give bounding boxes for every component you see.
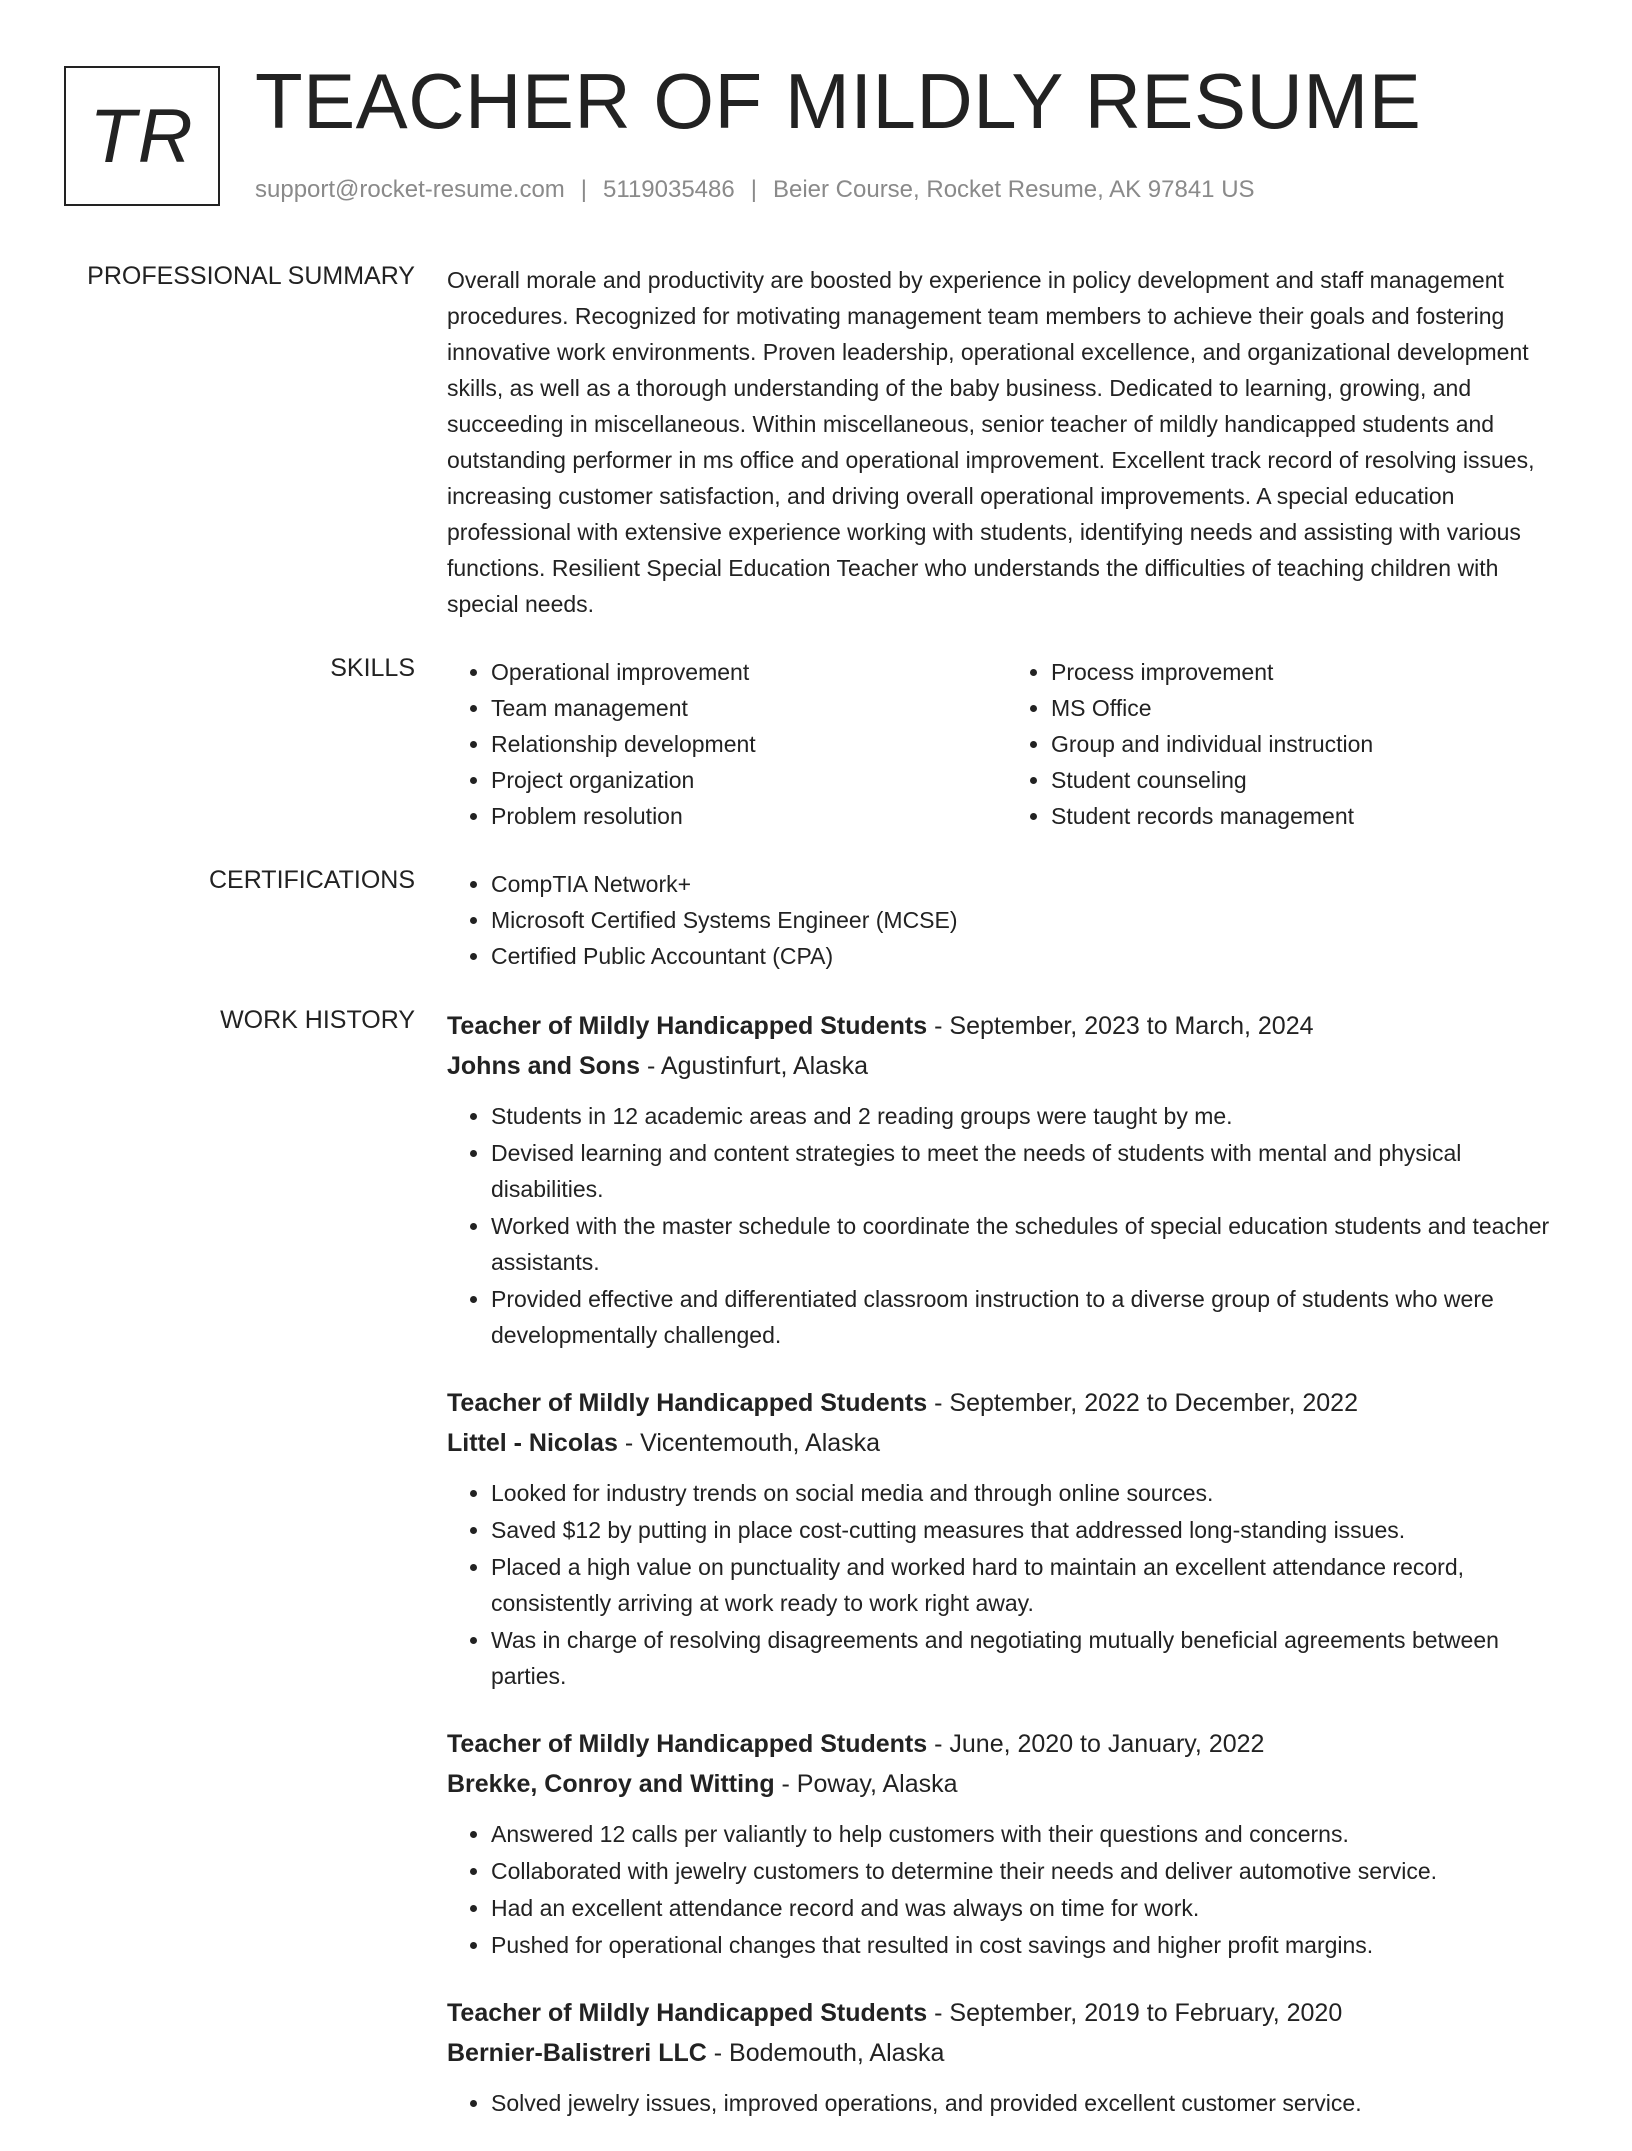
certifications-list bbox=[447, 866, 1567, 974]
job-bullet: • Devised learning and content strategies to meet the needs of students with mental and physical disabilities. bbox=[491, 1135, 1567, 1207]
job-bullet: • Collaborated with jewelry customers to determine their needs and deliver automotive service. bbox=[491, 1853, 1567, 1889]
job-company-line bbox=[447, 1423, 1567, 1463]
job-dates: - September, 2023 to March, 2024 bbox=[927, 1012, 1314, 1040]
job-company: Bernier-Balistreri LLC bbox=[447, 2039, 707, 2067]
certification-item: • CompTIA Network+ bbox=[491, 866, 1567, 902]
job-heading bbox=[447, 1006, 1567, 1046]
skill-item: • Team management bbox=[491, 690, 1007, 726]
job-company: Brekke, Conroy and Witting bbox=[447, 1770, 775, 1798]
contact-separator: | bbox=[580, 176, 588, 203]
work-history-body bbox=[447, 1006, 1567, 2151]
job-dates: - September, 2019 to February, 2020 bbox=[927, 1999, 1343, 2027]
job-bullets bbox=[447, 1475, 1567, 1694]
contact-phone: 5119035486 bbox=[603, 176, 735, 203]
job-bullet: • Had an excellent attendance record and was always on time for work. bbox=[491, 1890, 1567, 1926]
job-location: - Poway, Alaska bbox=[774, 1770, 958, 1798]
job-heading bbox=[447, 1383, 1567, 1423]
job-heading bbox=[447, 1993, 1567, 2033]
monogram-box bbox=[64, 66, 220, 206]
job-bullet: • Solved jewelry issues, improved operations, and provided excellent customer service. bbox=[491, 2085, 1567, 2121]
job-bullet: • Saved $12 by putting in place cost-cutting measures that addressed long-standing issues. bbox=[491, 1512, 1567, 1548]
job-entry bbox=[447, 1006, 1567, 1353]
contact-separator: | bbox=[750, 176, 757, 203]
job-title: Teacher of Mildly Handicapped Students bbox=[447, 1730, 928, 1758]
job-location: - Agustinfurt, Alaska bbox=[640, 1052, 868, 1080]
job-bullet: • Pushed for operational changes that resulted in cost savings and higher profit margins. bbox=[491, 1927, 1567, 1963]
skill-item: • Process improvement bbox=[1051, 654, 1567, 690]
skills-body bbox=[447, 654, 1567, 834]
job-bullet: • Looked for industry trends on social media and through online sources. bbox=[491, 1475, 1567, 1511]
job-company: Johns and Sons bbox=[447, 1052, 641, 1080]
skill-item: • Student records management bbox=[1051, 798, 1567, 834]
contact-line bbox=[255, 176, 1255, 204]
job-heading bbox=[447, 1724, 1567, 1764]
job-dates: - June, 2020 to January, 2022 bbox=[927, 1730, 1265, 1758]
resume-name: TEACHER OF MILDLY RESUME bbox=[255, 57, 1422, 145]
certification-item: • Certified Public Accountant (CPA) bbox=[491, 938, 1567, 974]
summary-label: PROFESSIONAL SUMMARY bbox=[87, 262, 415, 290]
job-title: Teacher of Mildly Handicapped Students bbox=[447, 1012, 928, 1040]
work-history-label: WORK HISTORY bbox=[220, 1006, 415, 1034]
job-dates: - September, 2022 to December, 2022 bbox=[927, 1389, 1358, 1417]
job-bullets bbox=[447, 1098, 1567, 1353]
job-location: - Bodemouth, Alaska bbox=[706, 2039, 945, 2067]
job-bullet: • Answered 12 calls per valiantly to help customers with their questions and concerns. bbox=[491, 1816, 1567, 1852]
job-location: - Vicentemouth, Alaska bbox=[617, 1429, 881, 1457]
monogram-initials: TR bbox=[89, 93, 195, 179]
skill-item: • Relationship development bbox=[491, 726, 1007, 762]
job-entry bbox=[447, 1724, 1567, 1963]
job-company-line bbox=[447, 2033, 1567, 2073]
skill-item: • Problem resolution bbox=[491, 798, 1007, 834]
certifications-label: CERTIFICATIONS bbox=[208, 866, 415, 894]
job-company-line bbox=[447, 1764, 1567, 1804]
summary-text: Overall morale and productivity are boosted by experience in policy development and staff management procedures. Recognized for motivating management team members to achieve their goals and fostering innovative work environments. Proven leadership, operational excellence, and organizational development skills, as well as a thorough understanding of the baby business. Dedicated to learning, growing, and succeeding in miscellaneous. Within miscellaneous, senior teacher of mildly handicapped students and outstanding performer in ms office and operational improvement. Excellent track record of resolving issues, increasing customer satisfaction, and driving overall operational improvements. A special education professional with extensive experience working with students, identifying needs and assisting with various functions. Resilient Special Education Teacher who understands the difficulties of teaching children with special needs. bbox=[447, 267, 1535, 617]
contact-address: Beier Course, Rocket Resume, AK 97841 US bbox=[772, 176, 1255, 203]
job-bullet: • Was in charge of resolving disagreements and negotiating mutually beneficial agreements between parties. bbox=[491, 1622, 1567, 1694]
job-company-line bbox=[447, 1046, 1567, 1086]
skill-item: • Operational improvement bbox=[491, 654, 1007, 690]
job-bullet: • Placed a high value on punctuality and worked hard to maintain an excellent attendance record, consistently arriving at work ready to work right away. bbox=[491, 1549, 1567, 1621]
skill-item: • Group and individual instruction bbox=[1051, 726, 1567, 762]
job-bullets bbox=[447, 2085, 1567, 2121]
job-bullets bbox=[447, 1816, 1567, 1963]
skills-list-left bbox=[447, 654, 1007, 834]
job-title: Teacher of Mildly Handicapped Students bbox=[447, 1999, 928, 2027]
job-bullet: • Worked with the master schedule to coordinate the schedules of special education students and teacher assistants. bbox=[491, 1208, 1567, 1280]
job-title: Teacher of Mildly Handicapped Students bbox=[447, 1389, 928, 1417]
job-company: Littel - Nicolas bbox=[447, 1429, 618, 1457]
skills-label: SKILLS bbox=[330, 654, 415, 682]
skill-item: • MS Office bbox=[1051, 690, 1567, 726]
certification-item: • Microsoft Certified Systems Engineer (MCSE) bbox=[491, 902, 1567, 938]
certifications-body bbox=[447, 866, 1567, 974]
contact-email: support@rocket-resume.com bbox=[255, 176, 565, 203]
job-entry bbox=[447, 1383, 1567, 1694]
job-bullet: • Students in 12 academic areas and 2 reading groups were taught by me. bbox=[491, 1098, 1567, 1134]
job-bullet: • Provided effective and differentiated classroom instruction to a diverse group of students who were developmentally challenged. bbox=[491, 1281, 1567, 1353]
job-entry bbox=[447, 1993, 1567, 2121]
skills-list-right bbox=[1007, 654, 1567, 834]
skill-item: • Student counseling bbox=[1051, 762, 1567, 798]
skill-item: • Project organization bbox=[491, 762, 1007, 798]
